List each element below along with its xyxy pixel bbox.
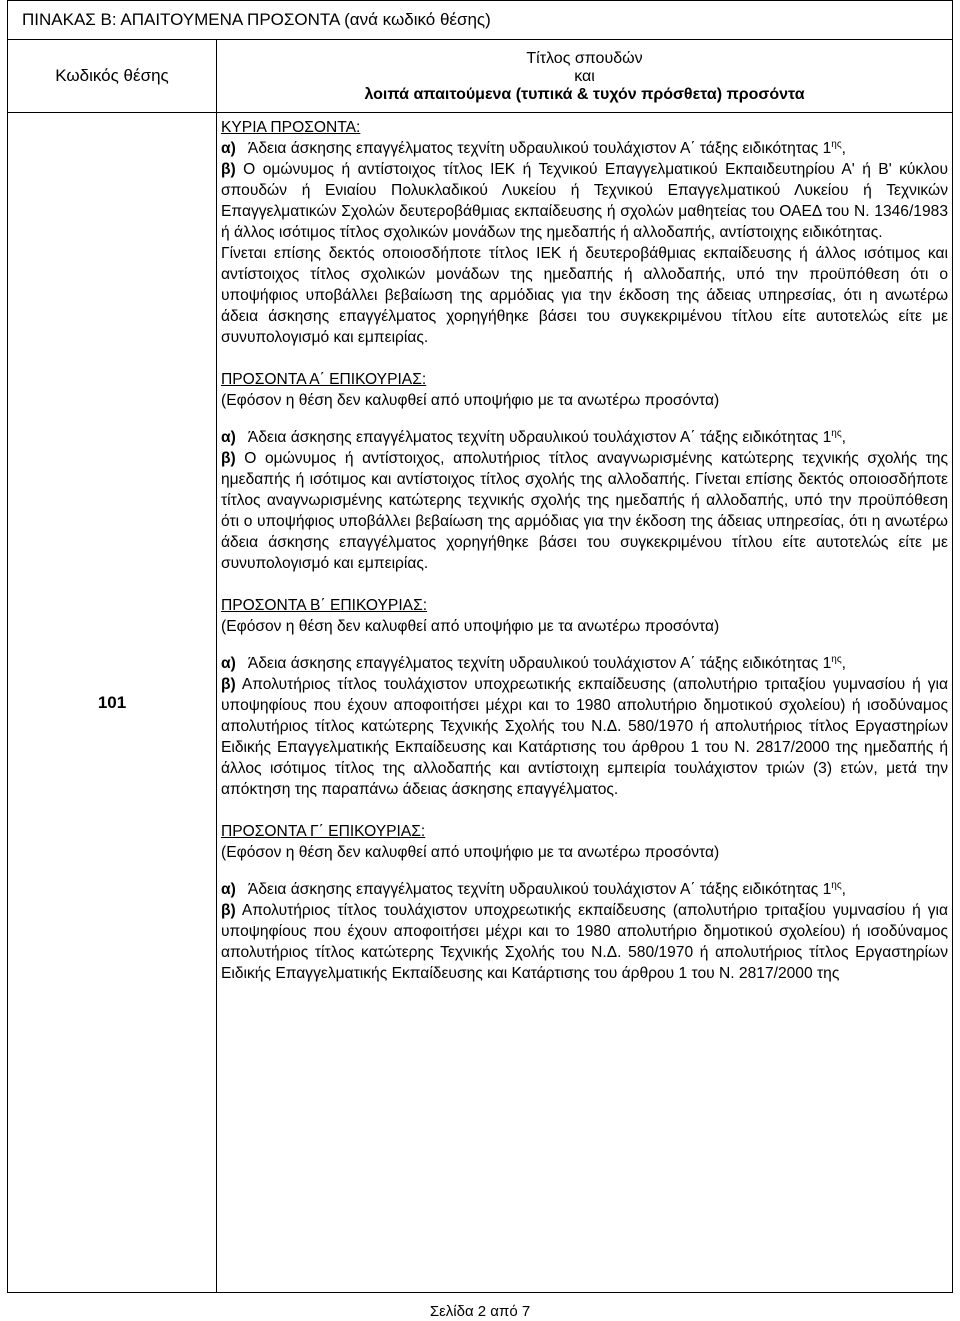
b-b-text: Απολυτήριος τίτλος τουλάχιστον υποχρεωτικής εκπαίδευσης (απολυτήριο τριταξίου γυμνασίου ή για υποψηφίους που έχουν αποφοιτήσει μέχρι και το 1980 απολυτήριο δημοτικού σχολείου) ή ισοδύναμος απολυτήριος τίτλος κατώτερης Τεχνικής Σχολής του Ν.Δ. 580/1970 ή απολυτήριος τίτλος Εργαστηρίων Ειδικής Επαγγελματικής Εκπαίδευσης και Κατάρτισης του άρθρου 1 του Ν. 2817/2000 της ημεδαπής ή άλλος ισότιμος τίτλος της αλλοδαπής και αντίστοιχη εμπειρία τουλάχιστον τριών (3) ετών, μετά την απόκτηση της παραπάνω άδειας άσκησης επαγγέλματος.: [221, 676, 948, 798]
spacer: [221, 863, 948, 879]
kyria-extra: Γίνεται επίσης δεκτός οποιοσδήποτε τίτλος ΙΕΚ ή δευτεροβάθμιας εκπαίδευσης ή άλλος ισότιμος και αντίστοιχος τίτλος σχολικών μονάδων της ημεδαπής ή αλλοδαπής, υπό την προϋπόθεση ότι ο υποψήφιος υποβάλλει βεβαίωση της αρμόδιας για την έκδοση της άδειας υπηρεσίας, ότι η ανωτέρω άδεια άσκησης επαγγέλματος χορηγήθηκε βάσει του συγκεκριμένου τίτλου είτε αυτοτελώς είτε με συνυπολογισμό και εμπειρίας.: [221, 245, 948, 346]
col-code-header: [8, 40, 217, 113]
page-footer: [0, 1303, 960, 1320]
b-heading: ΠΡΟΣΟΝΤΑ Β΄ ΕΠΙΚΟΥΡΙΑΣ:: [221, 597, 428, 614]
b-item-a: [221, 653, 948, 674]
kyria-b-text: Ο ομώνυμος ή αντίστοιχος τίτλος ΙΕΚ ή Τεχνικού Επαγγελματικού Εκπαιδευτηρίου Α' ή Β' κύκλου σπουδών ή Ενιαίου Πολυκλαδικού Λυκείου ή Τεχνικού Επαγγελματικού Λυκείου ή Τεχνικών Επαγγελματικών Σχολών δευτεροβάθμιας εκπαίδευσης ή σχολών μαθητείας του ΟΑΕΔ του Ν. 1346/1983 ή άλλος ισότιμος τίτλος σχολικών μονάδων της ημεδαπής ή αλλοδαπής, αντίστοιχης ειδικότητας.: [221, 161, 948, 241]
kyria-a-text: Άδεια άσκησης επαγγέλματος τεχνίτη υδραυλικού τουλάχιστον Α΄ τάξης ειδικότητας 1: [247, 140, 832, 157]
position-code-cell: [8, 113, 217, 1293]
c-a-end: ,: [841, 881, 846, 898]
c-b-label: β): [221, 902, 236, 919]
kyria-b-label: β): [221, 161, 236, 178]
spacer: [221, 348, 948, 369]
spacer: [221, 411, 948, 427]
a-b-text: Ο ομώνυμος ή αντίστοιχος, απολυτήριος τίτλος αναγνωρισμένης κατώτερης τεχνικής σχολής της ημεδαπής ή ισότιμος και αντίστοιχος τίτλος σχολής της αλλοδαπής. Γίνεται επίσης δεκτός οποιοσδήποτε τίτλος αναγνωρισμένης κατώτερης τεχνικής σχολής της ημεδαπής ή αλλοδαπής, υπό την προϋπόθεση ότι ο υποψήφιος υποβάλλει βεβαίωση της αρμόδιας για την έκδοση της άδειας υπηρεσίας, ότι η ανωτέρω άδεια άσκησης επαγγέλματος χορηγήθηκε βάσει του συγκεκριμένου τίτλου είτε αυτοτελώς είτε με συνυπολογισμό και εμπειρίας.: [221, 450, 948, 572]
page-number: Σελίδα 2 από 7: [429, 1303, 531, 1320]
c-a-sup: ης: [831, 879, 842, 891]
b-note: (Εφόσον η θέση δεν καλυφθεί από υποψήφιο με τα ανωτέρω προσόντα): [221, 618, 720, 635]
spacer: [221, 637, 948, 653]
c-a-label: α): [221, 881, 236, 898]
col-quals-header-line-1: Τίτλος σπουδών: [526, 50, 643, 67]
a-a-label: α): [221, 429, 236, 446]
kyria-a-label: α): [221, 140, 236, 157]
b-item-b: [221, 674, 948, 800]
a-a-sup: ης: [831, 427, 842, 439]
a-heading: ΠΡΟΣΟΝΤΑ Α΄ ΕΠΙΚΟΥΡΙΑΣ:: [221, 371, 427, 388]
c-item-a: [221, 879, 948, 900]
a-item-b: [221, 448, 948, 574]
b-a-sup: ης: [831, 653, 842, 665]
kyria-a-end: ,: [841, 140, 846, 157]
b-a-end: ,: [841, 655, 846, 672]
kyria-item-a: [221, 138, 948, 159]
c-item-b: [221, 900, 948, 984]
a-b-label: β): [221, 450, 236, 467]
kyria-item-b: [221, 159, 948, 243]
table-title: ΠΙΝΑΚΑΣ Β: ΑΠΑΙΤΟΥΜΕΝΑ ΠΡΟΣΟΝΤΑ (ανά κωδικό θέσης): [22, 10, 491, 29]
position-code: 101: [97, 692, 127, 712]
c-b-text: Απολυτήριος τίτλος τουλάχιστον υποχρεωτικής εκπαίδευσης (απολυτήριο τριταξίου γυμνασίου ή για υποψηφίους που έχουν αποφοιτήσει μέχρι και το 1980 απολυτήριο δημοτικού σχολείου) ή ισοδύναμος απολυτήριος τίτλος κατώτερης Τεχνικής Σχολής του Ν.Δ. 580/1970 ή απολυτήριος τίτλος Εργαστηρίων Ειδικής Επαγγελματικής Εκπαίδευσης και Κατάρτισης του άρθρου 1 του Ν. 2817/2000 της: [221, 902, 948, 982]
a-note: (Εφόσον η θέση δεν καλυφθεί από υποψήφιο με τα ανωτέρω προσόντα): [221, 392, 720, 409]
b-a-label: α): [221, 655, 236, 672]
b-b-label: β): [221, 676, 236, 693]
col-quals-header-line-2: και: [574, 68, 595, 85]
c-note: (Εφόσον η θέση δεν καλυφθεί από υποψήφιο με τα ανωτέρω προσόντα): [221, 844, 720, 861]
b-a-text: Άδεια άσκησης επαγγέλματος τεχνίτη υδραυλικού τουλάχιστον Α΄ τάξης ειδικότητας 1: [247, 655, 832, 672]
col-code-header-label: Κωδικός θέσης: [55, 66, 169, 85]
c-a-text: Άδεια άσκησης επαγγέλματος τεχνίτη υδραυλικού τουλάχιστον Α΄ τάξης ειδικότητας 1: [247, 881, 832, 898]
qualifications-cell: [217, 113, 953, 1293]
a-item-a: [221, 427, 948, 448]
spacer: [221, 800, 948, 821]
kyria-a-sup: ης: [831, 138, 842, 150]
a-a-end: ,: [841, 429, 846, 446]
requirements-table: [7, 0, 953, 1293]
spacer: [221, 574, 948, 595]
col-quals-header-line-3: λοιπά απαιτούμενα (τυπικά & τυχόν πρόσθετα) προσόντα: [364, 86, 805, 103]
kyria-heading: ΚΥΡΙΑ ΠΡΟΣΟΝΤΑ:: [221, 119, 361, 136]
col-quals-header: [217, 40, 953, 113]
c-heading: ΠΡΟΣΟΝΤΑ Γ΄ ΕΠΙΚΟΥΡΙΑΣ:: [221, 823, 426, 840]
a-a-text: Άδεια άσκησης επαγγέλματος τεχνίτη υδραυλικού τουλάχιστον Α΄ τάξης ειδικότητας 1: [247, 429, 832, 446]
table-title-cell: [8, 1, 953, 40]
